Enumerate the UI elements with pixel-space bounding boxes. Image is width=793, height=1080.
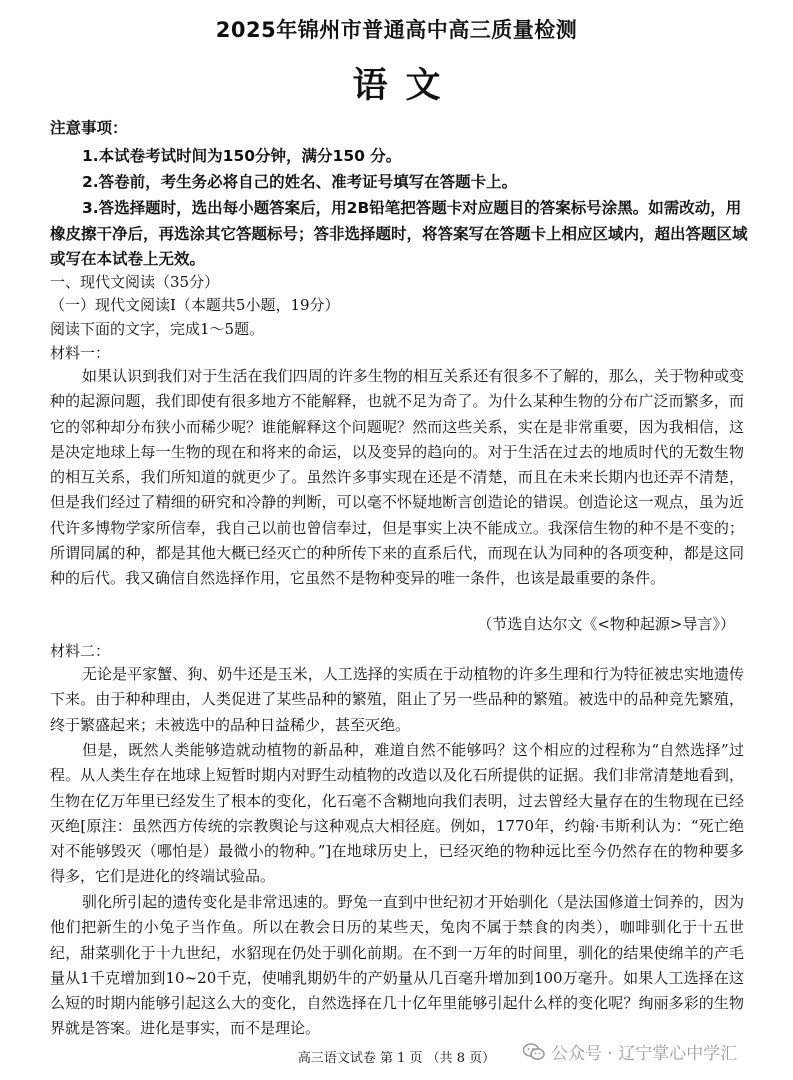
notice-item-3: 3.答选择题时，选出每小题答案后，用2B铅笔把答题卡对应题目的答案标号涂黑。如需改动，用橡皮擦干净后，再选涂其它答题标号；答非选择题时，将答案写在答题卡上相应区域内，超出答题区域或写在本试卷上无效。 xyxy=(50,199,748,268)
material-2-label: 材料二： xyxy=(50,642,111,660)
material-2-paragraph-2: 但是，既然人类能够造就动植物的新品种，难道自然不能够吗？这个相应的过程称为“自然选择”过程。从人类生存在地球上短暂时期内对野生动植物的改造以及化石所提供的证据。我们非常清楚地看到，生物在亿万年里已经发生了根本的变化，化石毫不含糊地向我们表明，过去曾经大量存在的生物现在已经灭绝[原注：虽然西方传统的宗教舆论与这种观点大相径庭。例如，1770年，约翰·韦斯利认为：“死亡绝对不能够毁灭（哪怕是）最微小的物种。”]在地球历史上，已经灭绝的物种远比至今仍然存在的物种要多得多，它们是进化的终端试验品。 xyxy=(50,741,744,886)
page-footer: 高三语文试卷 第 1 页 （共 8 页） xyxy=(297,1051,496,1066)
material-1-label: 材料一： xyxy=(50,344,111,362)
reading-instruction: 阅读下面的文字，完成1～5题。 xyxy=(50,320,265,338)
material-1-paragraph: 如果认识到我们对于生活在我们四周的许多生物的相互关系还有很多不了解的，那么，关于物种或变种的起源问题，我们即使有很多地方不能解释，也就不足为奇了。为什么某种生物的分布广泛而繁多，而它的邻种却分布狭小而稀少呢？谁能解释这个问题呢？然而这些关系，实在是非常重要，因为我相信，这是决定地球上每一生物的现在和将来的命运，以及变异的趋向的。对于生活在过去的地质时代的无数生物的相互关系，我们所知道的就更少了。虽然许多事实现在还是不清楚，而且在未来长期内也还弄不清楚，但是我们经过了精细的研究和冷静的判断，可以毫不怀疑地断言创造论的错误。创造论这一观点，虽为近代许多博物学家所信奉，我自己以前也曾信奉过，但是事实上决不能成立。我深信生物的种不是不变的；所谓同属的种，都是其他大概已经灭亡的种所传下来的直系后代，而现在认为同种的各项变种，都是这同种的后代。我又确信自然选择作用，它虽然不是物种变异的唯一条件，也该是最重要的条件。 xyxy=(50,367,744,588)
material-2-paragraph-1: 无论是平家蟹、狗、奶牛还是玉米，人工选择的实质在于动植物的许多生理和行为特征被忠实地遗传下来。由于种种理由，人类促进了某些品种的繁殖，阻止了另一些品种的繁殖。被选中的品种竞先繁殖，终于繁盛起来；未被选中的品种日益稀少，甚至灭绝。 xyxy=(50,665,744,734)
notice-heading: 注意事项： xyxy=(50,119,128,137)
exam-title: 2025年锦州市普通高中高三质量检测 xyxy=(215,18,578,42)
material-2-paragraph-3: 驯化所引起的遗传变化是非常迅速的。野兔一直到中世纪初才开始驯化（是法国修道士饲养的，因为他们把新生的小兔子当作鱼。所以在教会日历的某些天，兔肉不属于禁食的肉类），咖啡驯化于十五世纪，甜菜驯化于十九世纪，水貂现在仍处于驯化前期。在不到一万年的时间里，驯化的结果使绵羊的产毛量从1千克增加到10~20千克，使哺乳期奶牛的产奶量从几百毫升增加到100万毫升。如果人工选择在这么短的时期内能够引起这么大的变化，自然选择在几十亿年里能够引起什么样的变化呢？绚丽多彩的生物界就是答案。进化是事实，而不是理论。 xyxy=(50,893,744,1038)
wechat-icon xyxy=(523,1043,545,1061)
notice-item-2: 2.答卷前，考生务必将自己的姓名、准考证号填写在答题卡上。 xyxy=(82,173,518,191)
part-title: 一、现代文阅读（35分） xyxy=(50,273,220,291)
sub-section-title: （一）现代文阅读Ⅰ（本题共5小题，19分） xyxy=(50,296,340,314)
subject-title: 语文 xyxy=(352,66,459,106)
watermark xyxy=(523,1039,737,1064)
material-1-source: （节选自达尔文《<物种起源>导言》） xyxy=(477,615,735,633)
watermark-text: 公众号 · 辽宁掌心中学汇 xyxy=(551,1044,738,1064)
notice-item-1: 1.本试卷考试时间为150分钟，满分150 分。 xyxy=(82,147,402,165)
